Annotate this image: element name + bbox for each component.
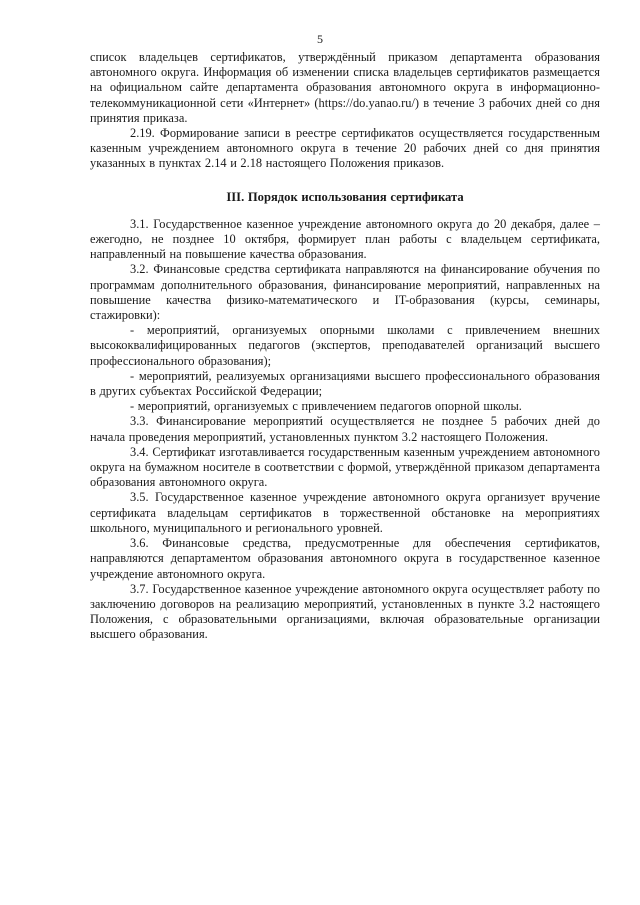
list-item-1: - мероприятий, организуемых опорными школами с привлечением внешних высококвалифицированных педагогов (экспертов, преподавателей организаций высшего профессионального образования); — [90, 323, 600, 368]
paragraph-2-19: 2.19. Формирование записи в реестре сертификатов осуществляется государственным казенным учреждением автономного округа в течение 20 рабочих дней со дня принятия указанных в пунктах 2.14 и 2.18 настоящего Положения приказов. — [90, 126, 600, 171]
list-item-2: - мероприятий, реализуемых организациями высшего профессионального образования в других субъектах Российской Федерации; — [90, 368, 600, 399]
page-number: 5 — [317, 32, 323, 46]
section-heading: III. Порядок использования сертификата — [226, 189, 464, 204]
document-body — [90, 50, 600, 643]
paragraph-3-1: 3.1. Государственное казенное учреждение автономного округа до 20 декабря, далее – ежегодно, не позднее 10 октября, формирует план работы с владельцем сертификата, направленный на повышение качества образования. — [90, 216, 600, 262]
paragraph-continuation: список владельцев сертификатов, утверждённый приказом департамента образования автономного округа. Информация об изменении списка владельцев сертификатов размещается на официальном сайте департамента образования автономного округа в информационно-телекоммуникационной сети «Интернет» (https://do.yanao.ru/) в течение 3 рабочих дней со дня принятия приказа. — [90, 50, 600, 125]
paragraph-3-2: 3.2. Финансовые средства сертификата направляются на финансирование обучения по программам дополнительного образования, финансирование мероприятий, направленных на повышение качества физико-математического и IT-образования (курсы, семинары, стажировки): — [90, 262, 600, 323]
paragraph-3-4: 3.4. Сертификат изготавливается государственным казенным учреждением автономного округа на бумажном носителе в соответствии с формой, утверждённой приказом департамента образования автономного округа. — [90, 444, 600, 490]
paragraph-3-5: 3.5. Государственное казенное учреждение автономного округа организует вручение сертификата владельцам сертификатов в торжественной обстановке на мероприятиях школьного, муниципального и регионального уровней. — [90, 490, 600, 535]
paragraph-3-7: 3.7. Государственное казенное учреждение автономного округа осуществляет работу по заключению договоров на реализацию мероприятий, установленных в пункте 3.2 настоящего Положения, с образовательными организациями, включая образовательные организации высшего образования. — [90, 581, 600, 642]
list-item-3: - мероприятий, организуемых с привлечением педагогов опорной школы. — [130, 399, 522, 414]
paragraph-3-6: 3.6. Финансовые средства, предусмотренные для обеспечения сертификатов, направляются департаментом образования автономного округа в государственное казенное учреждение автономного округа. — [90, 536, 600, 581]
paragraph-3-3: 3.3. Финансирование мероприятий осуществляется не позднее 5 рабочих дней до начала проведения мероприятий, установленных пунктом 3.2 настоящего Положения. — [90, 414, 600, 444]
